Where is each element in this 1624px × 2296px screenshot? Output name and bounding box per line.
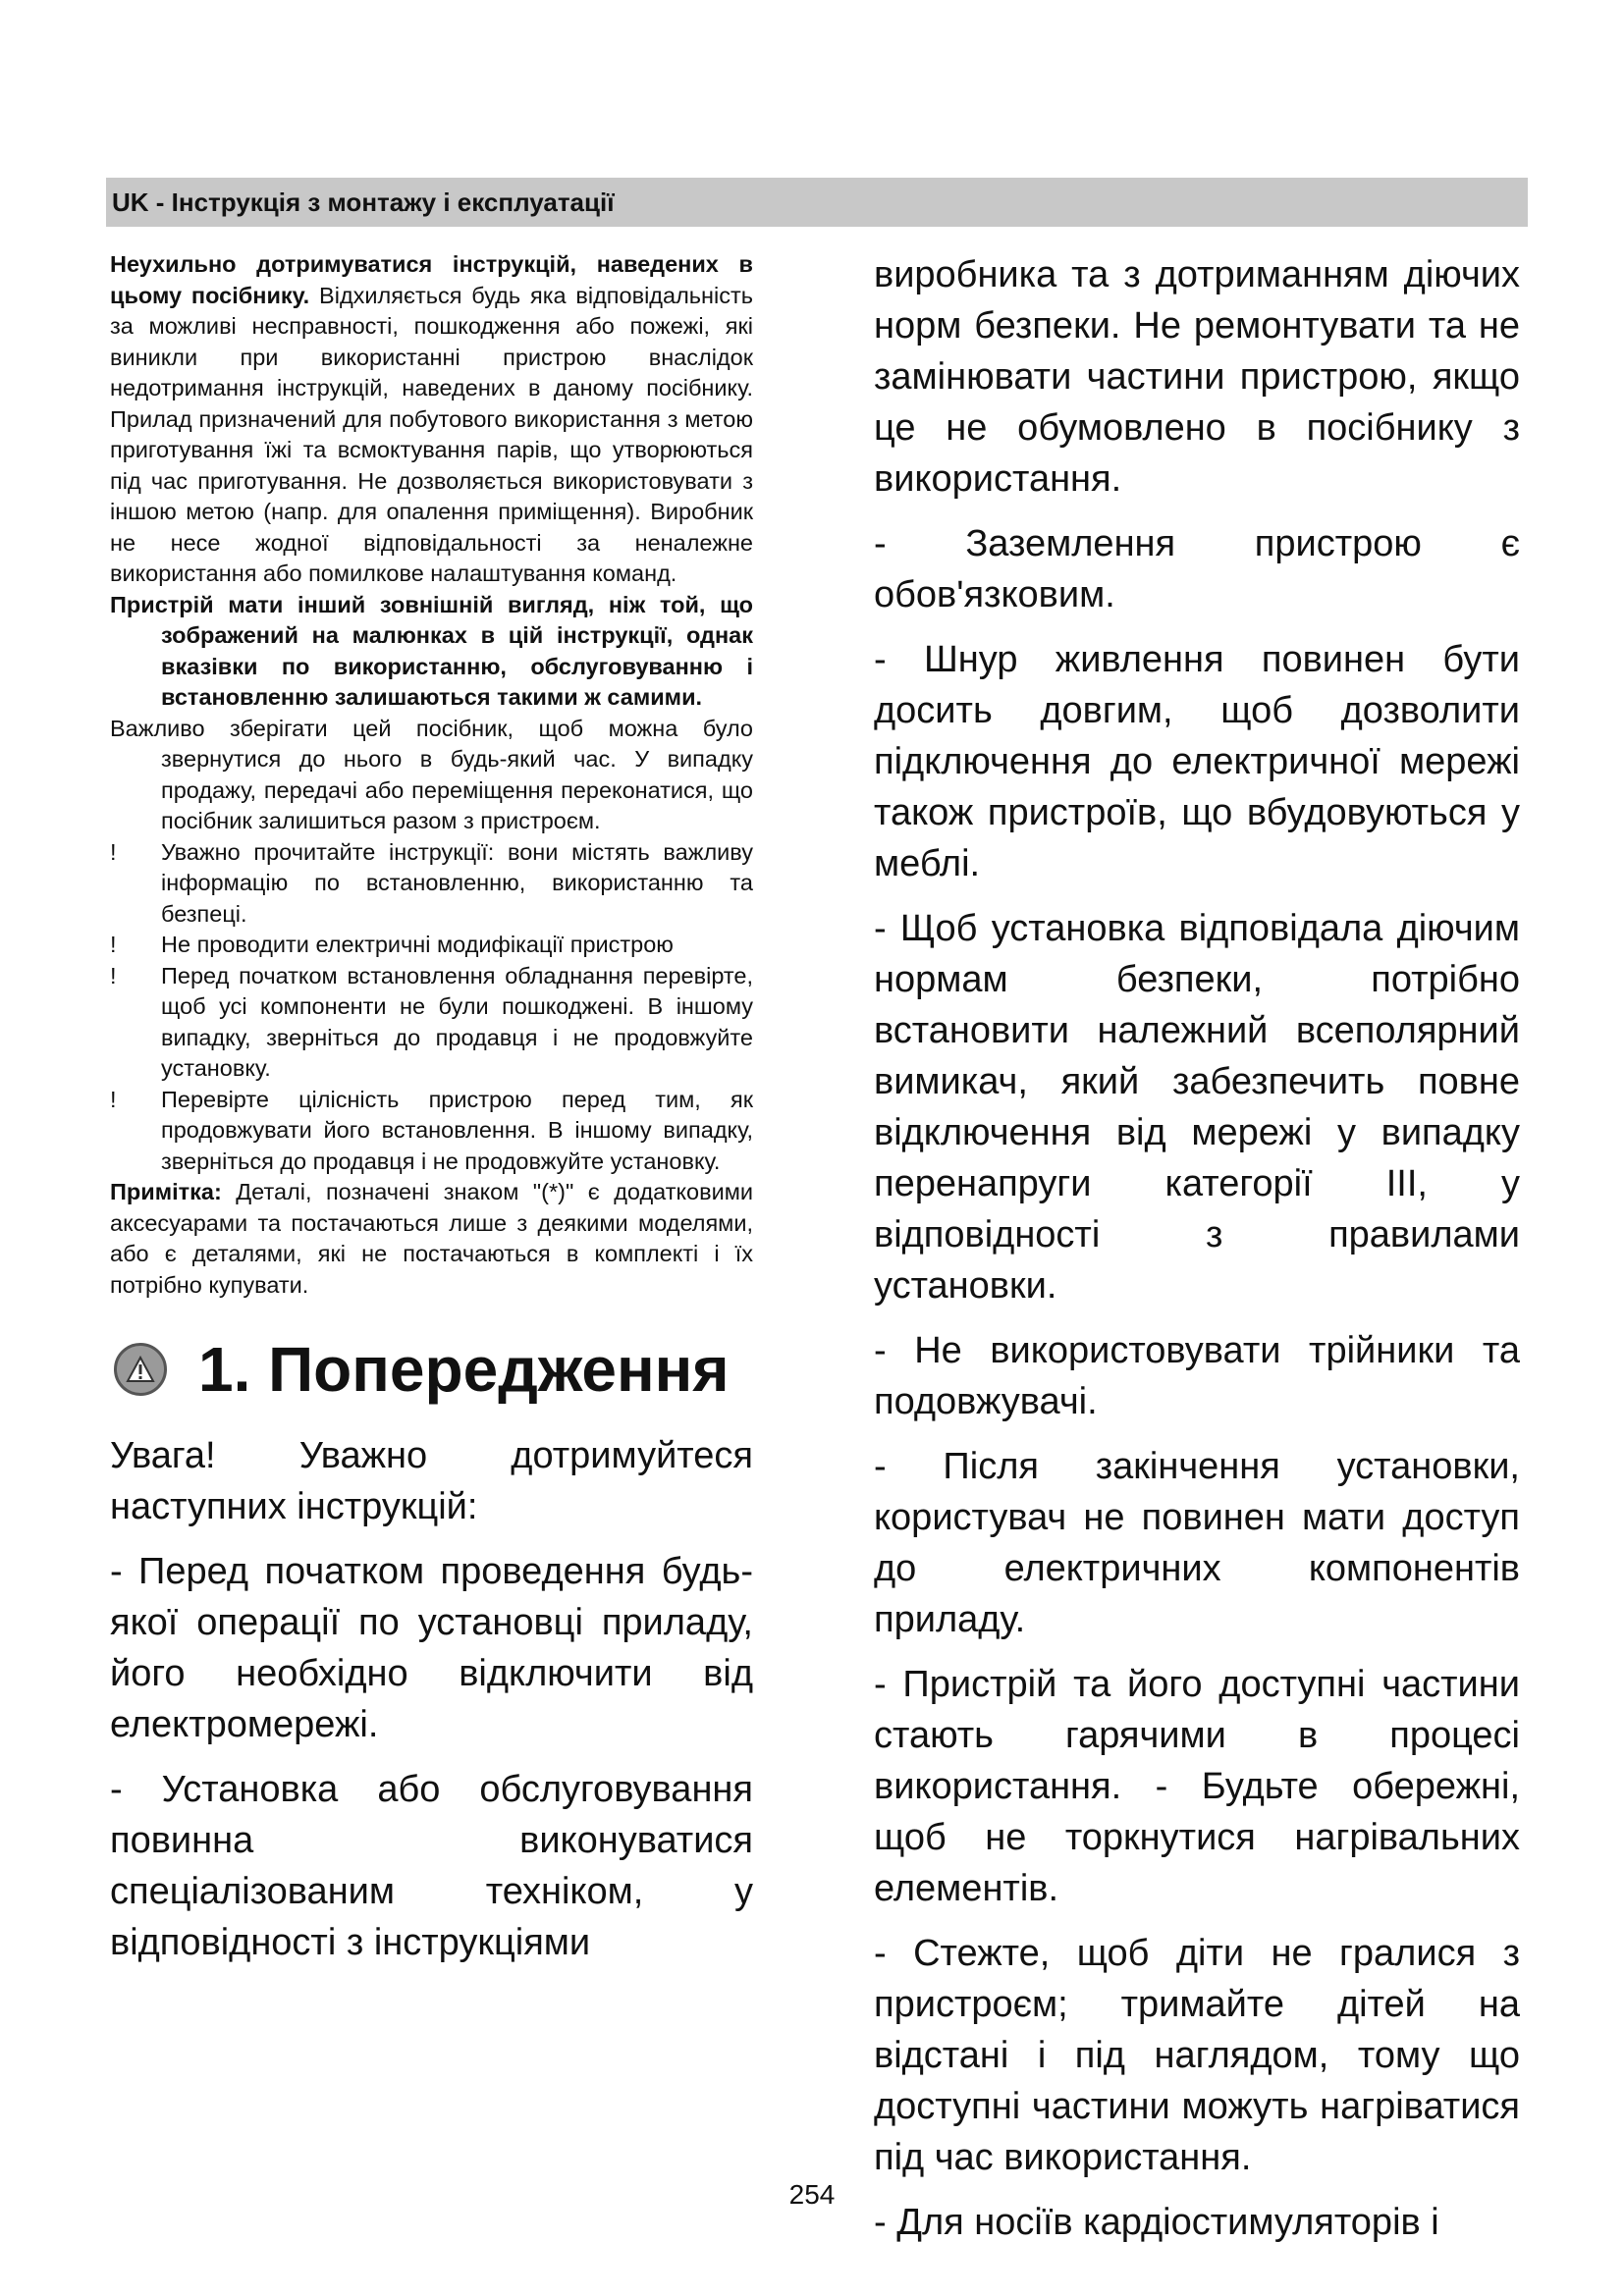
left-paragraph: - Перед початком проведення будь-якої операції по установці приладу, його необхідно відключити від електромережі. [110,1551,753,1745]
right-paragraph: - Після закінчення установки, користувач не повинен мати доступ до електричних компонентів приладу. [874,1446,1520,1640]
exclamation-icon: ! [110,932,117,957]
right-paragraph: - Для носіїв кардіостимуляторів і [874,2202,1439,2243]
bullet-text: Уважно прочитайте інструкції: вони містять важливу інформацію по встановленню, використанню та безпеці. [161,838,753,927]
intro-paragraph [110,249,753,590]
right-paragraph: - Пристрій та його доступні частини стають гарячими в процесі використання. - Будьте обережні, щоб не торкнутися нагрівальних елементів. [874,1664,1520,1909]
exclamation-icon: ! [110,1086,117,1112]
bullet-item [110,961,753,1085]
left-paragraph: Увага! Уважно дотримуйтеся наступних інструкцій: [110,1435,753,1527]
right-paragraph: - Щоб установка відповідала діючим нормам безпеки, потрібно встановити належний всеполярний вимикач, який забезпечить повне відключення від мережі у випадку перенапруги категорії III, у відповідності з правилами установки. [874,908,1520,1307]
right-paragraph: - Не використовувати трійники та подовжувачі. [874,1330,1520,1422]
note-paragraph [110,1177,753,1301]
exclamation-icon: ! [110,838,117,865]
right-paragraph: - Заземлення пристрою є обов'язковим. [874,523,1520,615]
right-paragraph: виробника та з дотриманням діючих норм безпеки. Не ремонтувати та не замінювати частини пристрою, якщо це не обумовлено в посібнику з використання. [874,254,1520,500]
section-heading [110,1330,753,1409]
bullet-item [110,930,753,961]
left-column [110,249,753,1982]
header-bar [106,178,1528,227]
header-title: UK - Інструкція з монтажу і експлуатації [112,187,615,217]
right-paragraph: - Стежте, щоб діти не гралися з пристроєм; тримайте дітей на відстані і під наглядом, тому що доступні частини можуть нагріватися під час використання. [874,1933,1520,2178]
page-number: 254 [788,2179,836,2210]
appearance-bold: Пристрій мати інший зовнішній вигляд, ніж той, що зображений на малюнках в цій інструкції, однак вказівки по використанню, обслуговуванню і встановленню залишаються такими ж самими. [110,591,753,710]
exclamation-icon: ! [110,962,117,988]
note-label: Примітка: [110,1179,222,1204]
right-paragraph: - Шнур живлення повинен бути досить довгим, щоб дозволити підключення до електричної мережі також пристроїв, що вбудовуються у меблі. [874,639,1520,884]
keep-manual-paragraph: Важливо зберігати цей посібник, щоб можна було звернутися до нього в будь-який час. У випадку продажу, передачі або переміщення переконатися, що посібник залишиться разом з пристроєм. [110,715,753,833]
warning-icon [114,1343,167,1396]
bullet-item [110,837,753,931]
appearance-paragraph [110,590,753,714]
intro-text: Відхиляється будь яка відповідальність за можливі несправності, пошкодження або пожежі, які виникли при використанні пристрою внаслідок недотримання інструкцій, наведених в даному посібнику. Прилад призначений для побутового використання з метою приготування їжі та всмоктування парів, що утворюються під час приготування. Не дозволяється використовувати з іншою метою (напр. для опалення приміщення). Виробник не несе жодної відповідальності за неналежне використання або помилкове налаштування команд. [110,282,754,586]
bullet-text: Перевірте цілісність пристрою перед тим, як продовжувати його встановлення. В іншому випадку, зверніться до продавця і не продовжуйте установку. [161,1086,753,1174]
section-title: 1. Попередження [198,1334,730,1405]
bullet-text: Перед початком встановлення обладнання перевірте, щоб усі компоненти не були пошкоджені. В іншому випадку, зверніться до продавця і не продовжуйте установку. [161,962,753,1081]
intro-bold: Неухильно дотримуватися інструкцій, наведених в цьому посібнику. [110,251,753,308]
bullet-item [110,1085,753,1178]
note-text: Деталі, позначені знаком "(*)" є додатковими аксесуарами та постачаються лише з деякими моделями, або є деталями, які не постачаються в комплекті і їх потрібно купувати. [110,1179,753,1298]
right-column [874,249,1520,2262]
bullet-text: Не проводити електричні модифікації пристрою [161,932,674,957]
left-paragraph: - Установка або обслуговування повинна виконуватися спеціалізованим техніком, у відповідності з інструкціями [110,1769,753,1963]
